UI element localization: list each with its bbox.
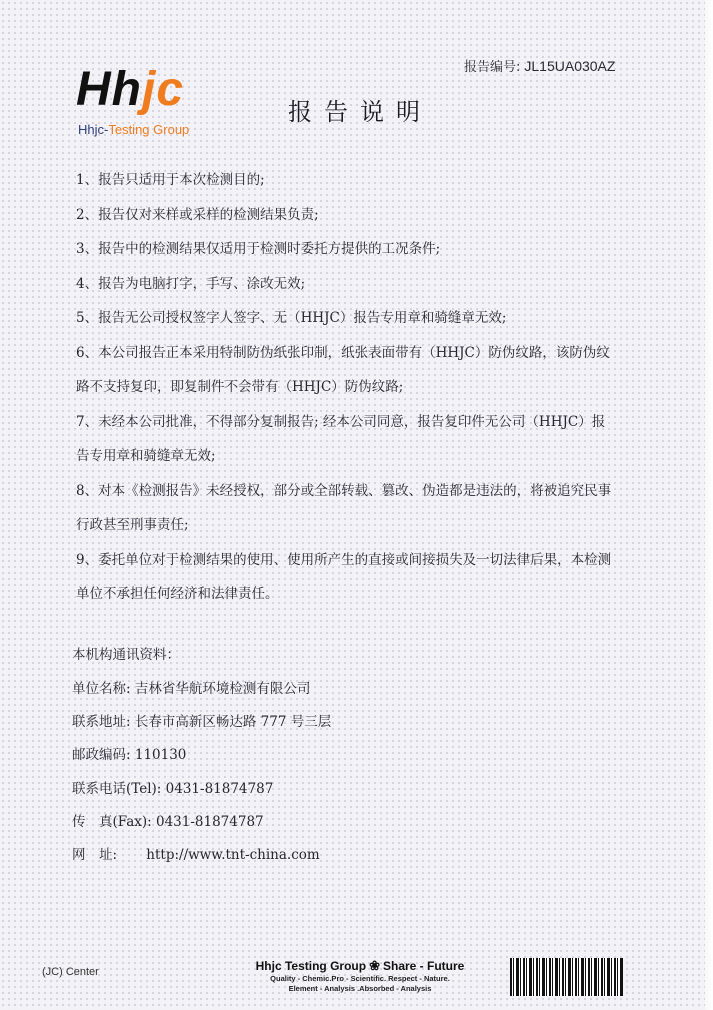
website-label: 网 址: xyxy=(72,846,118,863)
postcode-label: 邮政编码: xyxy=(72,747,131,764)
address-label: 联系地址: xyxy=(72,714,131,731)
report-number-label: 报告编号: xyxy=(464,60,521,75)
clause-item: 3、报告中的检测结果仅适用于检测时委托方提供的工况条件; xyxy=(76,241,441,257)
postcode-row xyxy=(72,745,632,765)
fax-row xyxy=(72,812,632,832)
company-name-value: 吉林省华航环境检测有限公司 xyxy=(134,681,311,697)
company-name-row xyxy=(72,679,632,699)
phone-label: 联系电话(Tel): xyxy=(72,780,162,797)
report-number-value: JL15UA030AZ xyxy=(524,58,616,74)
clause-item: 9、委托单位对于检测结果的使用、使用所产生的直接或间接损失及一切法律后果，本检测 单位不承担任何经济和法律责任。 xyxy=(76,551,612,602)
clause-item: 7、未经本公司批准，不得部分复制报告; 经本公司同意，报告复印件无公司（HHJC）报 告专用章和骑缝章无效; xyxy=(76,413,606,464)
barcode-image xyxy=(510,958,623,996)
clause-item: 8、对本《检测报告》未经授权，部分或全部转载、篡改、伪造都是违法的，将被追究民事 行政甚至刑事责任; xyxy=(76,482,612,533)
postcode-value: 110130 xyxy=(134,747,187,764)
phone-row xyxy=(72,779,632,799)
footer-brand-block xyxy=(240,958,480,994)
fax-value: 0431-81874787 xyxy=(156,813,264,830)
contact-title: 本机构通讯资料： xyxy=(72,647,180,663)
flower-icon: ❀ xyxy=(369,958,380,973)
footer-tagline-1: Quality - Chemic.Pro - Scientific. Respect - Nature. xyxy=(270,974,450,983)
footer-slogan: Share - Future xyxy=(383,959,465,973)
address-row xyxy=(72,712,632,732)
footer-tagline-2: Element - Analysis .Absorbed - Analysis xyxy=(288,984,432,993)
clause-list xyxy=(76,163,646,612)
clause-item: 2、报告仅对来样或采样的检测结果负责; xyxy=(76,206,319,223)
footer-brand xyxy=(240,958,480,974)
logo-wordmark: Hhjc xyxy=(76,63,185,116)
fax-label: 传 真(Fax): xyxy=(72,813,152,830)
logo-subtitle: Hhjc-Testing Group xyxy=(78,122,190,137)
contact-info xyxy=(72,645,632,878)
company-name-label: 单位名称: xyxy=(72,681,131,697)
phone-value: 0431-81874787 xyxy=(165,780,274,797)
clause-item: 1、报告只适用于本次检测目的; xyxy=(76,172,265,188)
clause-item: 6、本公司报告正本采用特制防伪纸张印制，纸张表面带有（HHJC）防伪纹路，该防伪纹 路不支持复印，即复制件不会带有（HHJC）防伪纹路; xyxy=(76,344,610,395)
website-link[interactable]: http://www.tnt-china.com xyxy=(146,846,320,863)
footer-brand-name: Hhjc Testing Group xyxy=(255,959,367,973)
report-number xyxy=(464,56,615,75)
clause-item: 5、报告无公司授权签字人签字、无（HHJC）报告专用章和骑缝章无效; xyxy=(76,310,507,326)
website-row xyxy=(72,845,632,865)
page-edge xyxy=(705,0,713,1010)
company-logo xyxy=(76,62,226,142)
clause-item: 4、报告为电脑打字，手写、涂改无效; xyxy=(76,275,306,292)
page-title: 报告说明 xyxy=(288,98,432,126)
address-value: 长春市高新区畅达路 777 号三层 xyxy=(134,714,332,731)
footer-center-label: (JC) Center xyxy=(42,966,99,978)
